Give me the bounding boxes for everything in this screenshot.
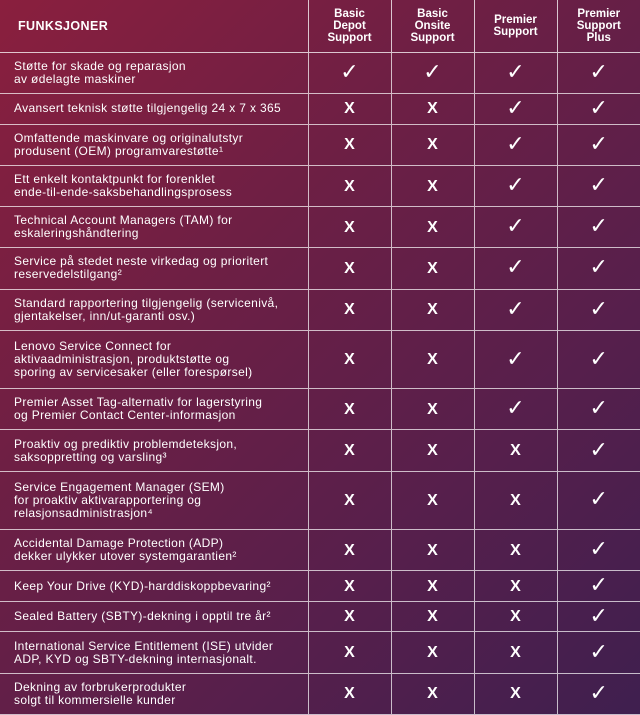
checkmark-icon: ✓ bbox=[589, 59, 608, 85]
cross-icon: X bbox=[427, 351, 438, 369]
support-cell bbox=[391, 471, 474, 529]
support-cell bbox=[308, 389, 391, 430]
support-cell bbox=[557, 673, 640, 714]
feature-label bbox=[0, 94, 308, 125]
support-cell bbox=[557, 94, 640, 125]
cross-icon: X bbox=[344, 100, 355, 118]
cross-icon: X bbox=[344, 400, 355, 418]
cross-icon: X bbox=[427, 541, 438, 559]
checkmark-icon: ✓ bbox=[589, 436, 608, 462]
support-cell bbox=[474, 53, 557, 94]
cross-icon: X bbox=[344, 218, 355, 236]
feature-label-line: saksoppretting og varsling³ bbox=[14, 449, 167, 464]
plan-header-premier bbox=[474, 0, 557, 53]
checkmark-icon: ✓ bbox=[506, 130, 525, 156]
table-row bbox=[0, 94, 640, 125]
cross-icon: X bbox=[510, 577, 521, 595]
feature-label-line: eskaleringshåndtering bbox=[14, 226, 139, 241]
support-cell bbox=[474, 94, 557, 125]
plan-header-line: Support bbox=[410, 32, 455, 44]
checkmark-icon: ✓ bbox=[589, 130, 608, 156]
cross-icon: X bbox=[510, 442, 521, 460]
cross-icon: X bbox=[344, 577, 355, 595]
plan-header-line: Support bbox=[327, 32, 372, 44]
plan-header-basic-onsite bbox=[391, 0, 474, 53]
checkmark-icon: ✓ bbox=[506, 94, 525, 120]
support-cell bbox=[557, 632, 640, 673]
support-cell bbox=[474, 389, 557, 430]
support-cell bbox=[391, 389, 474, 430]
cross-icon: X bbox=[427, 442, 438, 460]
plan-header-line: Onsite bbox=[414, 20, 451, 32]
support-cell bbox=[474, 632, 557, 673]
support-cell bbox=[474, 207, 557, 248]
feature-label-line: av ødelagte maskiner bbox=[14, 72, 136, 87]
cross-icon: X bbox=[344, 644, 355, 662]
feature-label-line: relasjonsadministrasjon⁴ bbox=[14, 505, 153, 520]
support-cell bbox=[474, 165, 557, 206]
support-cell bbox=[308, 94, 391, 125]
table-row bbox=[0, 289, 640, 330]
feature-label-line: dekker ulykker utover systemgarantien² bbox=[14, 549, 237, 564]
feature-label-line: Technical Account Managers (TAM) for bbox=[14, 213, 233, 228]
cross-icon: X bbox=[510, 491, 521, 509]
feature-label bbox=[0, 289, 308, 330]
plan-header-line: Premier bbox=[494, 14, 537, 26]
cross-icon: X bbox=[427, 177, 438, 195]
plan-header-line: Basic bbox=[417, 8, 448, 20]
cross-icon: X bbox=[344, 442, 355, 460]
checkmark-icon: ✓ bbox=[506, 345, 525, 371]
cross-icon: X bbox=[344, 685, 355, 703]
feature-label-line: Ett enkelt kontaktpunkt for forenklet bbox=[14, 172, 216, 187]
support-cell bbox=[308, 601, 391, 632]
feature-label-line: Lenovo Service Connect for bbox=[14, 339, 172, 354]
checkmark-icon: ✓ bbox=[423, 59, 442, 85]
feature-label-line: sporing av servicesaker (eller forespørsel) bbox=[14, 365, 253, 380]
feature-label bbox=[0, 389, 308, 430]
checkmark-icon: ✓ bbox=[589, 638, 608, 664]
cross-icon: X bbox=[344, 351, 355, 369]
cross-icon: X bbox=[427, 100, 438, 118]
feature-label-line: Premier Asset Tag-alternativ for lagerstyring bbox=[14, 395, 263, 410]
table-row bbox=[0, 430, 640, 471]
feature-label-line: ende-til-ende-saksbehandlingsprosess bbox=[14, 185, 233, 200]
support-cell bbox=[308, 471, 391, 529]
feature-label-line: Dekning av forbrukerprodukter bbox=[14, 679, 187, 694]
support-cell bbox=[557, 571, 640, 602]
support-cell bbox=[557, 330, 640, 388]
checkmark-icon: ✓ bbox=[506, 172, 525, 198]
cross-icon: X bbox=[427, 301, 438, 319]
plan-header-line: Plus bbox=[586, 32, 611, 44]
support-cell bbox=[391, 53, 474, 94]
support-cell bbox=[557, 124, 640, 165]
cross-icon: X bbox=[510, 685, 521, 703]
support-cell bbox=[308, 571, 391, 602]
checkmark-icon: ✓ bbox=[589, 679, 608, 705]
table-row bbox=[0, 53, 640, 94]
table-row bbox=[0, 571, 640, 602]
table-body bbox=[0, 53, 640, 715]
table-row bbox=[0, 389, 640, 430]
table-row bbox=[0, 330, 640, 388]
support-cell bbox=[557, 601, 640, 632]
feature-label-line: Proaktiv og prediktiv problemdeteksjon, bbox=[14, 436, 238, 451]
feature-label-line: og Premier Contact Center-informasjon bbox=[14, 408, 236, 423]
checkmark-icon: ✓ bbox=[589, 395, 608, 421]
cross-icon: X bbox=[344, 259, 355, 277]
table-row bbox=[0, 632, 640, 673]
feature-label-line: Accidental Damage Protection (ADP) bbox=[14, 536, 224, 551]
feature-column-header: FUNKSJONER bbox=[0, 0, 308, 53]
cross-icon: X bbox=[344, 491, 355, 509]
cross-icon: X bbox=[344, 301, 355, 319]
feature-label-line: for proaktiv aktivarapportering og bbox=[14, 492, 202, 507]
feature-label-line: produsent (OEM) programvarestøtte¹ bbox=[14, 143, 224, 158]
feature-label bbox=[0, 430, 308, 471]
checkmark-icon: ✓ bbox=[589, 572, 608, 598]
feature-label bbox=[0, 207, 308, 248]
plan-header-premier-plus bbox=[557, 0, 640, 53]
feature-label-line: Støtte for skade og reparasjon bbox=[14, 59, 186, 74]
feature-label bbox=[0, 124, 308, 165]
checkmark-icon: ✓ bbox=[589, 94, 608, 120]
checkmark-icon: ✓ bbox=[506, 213, 525, 239]
support-cell bbox=[557, 165, 640, 206]
support-cell bbox=[391, 673, 474, 714]
cross-icon: X bbox=[427, 400, 438, 418]
checkmark-icon: ✓ bbox=[589, 486, 608, 512]
table-row bbox=[0, 124, 640, 165]
support-cell bbox=[474, 330, 557, 388]
table-row bbox=[0, 601, 640, 632]
cross-icon: X bbox=[344, 177, 355, 195]
feature-label bbox=[0, 571, 308, 602]
feature-label bbox=[0, 632, 308, 673]
feature-label bbox=[0, 330, 308, 388]
support-cell bbox=[557, 389, 640, 430]
cross-icon: X bbox=[427, 218, 438, 236]
support-cell bbox=[391, 601, 474, 632]
table-row bbox=[0, 673, 640, 714]
feature-label-line: International Service Entitlement (ISE) utvider bbox=[14, 638, 274, 653]
support-cell bbox=[474, 601, 557, 632]
support-cell bbox=[308, 530, 391, 571]
support-cell bbox=[391, 94, 474, 125]
support-cell bbox=[391, 632, 474, 673]
support-cell bbox=[557, 471, 640, 529]
checkmark-icon: ✓ bbox=[589, 172, 608, 198]
support-cell bbox=[308, 430, 391, 471]
plan-header-line: Depot bbox=[333, 20, 366, 32]
header-row bbox=[0, 0, 640, 53]
table-row bbox=[0, 248, 640, 289]
table-row bbox=[0, 471, 640, 529]
support-cell bbox=[557, 53, 640, 94]
cross-icon: X bbox=[344, 608, 355, 626]
support-cell bbox=[474, 248, 557, 289]
cross-icon: X bbox=[510, 608, 521, 626]
support-cell bbox=[391, 571, 474, 602]
feature-label bbox=[0, 530, 308, 571]
support-cell bbox=[308, 248, 391, 289]
support-cell bbox=[391, 165, 474, 206]
checkmark-icon: ✓ bbox=[589, 345, 608, 371]
checkmark-icon: ✓ bbox=[589, 536, 608, 562]
table-row bbox=[0, 165, 640, 206]
checkmark-icon: ✓ bbox=[340, 59, 359, 85]
cross-icon: X bbox=[427, 608, 438, 626]
support-cell bbox=[474, 430, 557, 471]
feature-label-line: Omfattende maskinvare og originalutstyr bbox=[14, 130, 244, 145]
feature-label-line: reservedelstilgang² bbox=[14, 267, 123, 282]
plan-header-line: Basic bbox=[334, 8, 365, 20]
feature-label-line: gjentakelser, inn/ut-garanti osv.) bbox=[14, 308, 196, 323]
feature-label-line: aktivaadministrasjon, produktstøtte og bbox=[14, 352, 230, 367]
cross-icon: X bbox=[427, 644, 438, 662]
checkmark-icon: ✓ bbox=[589, 254, 608, 280]
checkmark-icon: ✓ bbox=[589, 602, 608, 628]
feature-label bbox=[0, 248, 308, 289]
checkmark-icon: ✓ bbox=[506, 295, 525, 321]
support-cell bbox=[557, 207, 640, 248]
feature-label-line: ADP, KYD og SBTY-dekning internasjonalt. bbox=[14, 651, 257, 666]
support-cell bbox=[474, 124, 557, 165]
checkmark-icon: ✓ bbox=[506, 59, 525, 85]
cross-icon: X bbox=[344, 136, 355, 154]
support-cell bbox=[391, 207, 474, 248]
checkmark-icon: ✓ bbox=[589, 295, 608, 321]
plan-header-basic-depot bbox=[308, 0, 391, 53]
support-cell bbox=[308, 673, 391, 714]
support-cell bbox=[557, 248, 640, 289]
support-cell bbox=[474, 571, 557, 602]
feature-label-line: Avansert teknisk støtte tilgjengelig 24 x 7 x 365 bbox=[14, 101, 282, 116]
support-cell bbox=[308, 207, 391, 248]
support-cell bbox=[557, 530, 640, 571]
support-cell bbox=[391, 530, 474, 571]
cross-icon: X bbox=[427, 491, 438, 509]
cross-icon: X bbox=[427, 136, 438, 154]
support-cell bbox=[391, 330, 474, 388]
support-cell bbox=[557, 289, 640, 330]
support-cell bbox=[391, 124, 474, 165]
cross-icon: X bbox=[427, 259, 438, 277]
plan-header-line: Support bbox=[576, 20, 621, 32]
feature-label-line: Service på stedet neste virkedag og prioritert bbox=[14, 254, 269, 269]
plan-header-line: Support bbox=[493, 26, 538, 38]
support-cell bbox=[308, 53, 391, 94]
feature-label-line: Sealed Battery (SBTY)-dekning i opptil tre år² bbox=[14, 609, 271, 624]
feature-label bbox=[0, 165, 308, 206]
cross-icon: X bbox=[427, 577, 438, 595]
support-cell bbox=[474, 530, 557, 571]
support-cell bbox=[391, 248, 474, 289]
feature-label-line: Standard rapportering tilgjengelig (servicenivå, bbox=[14, 295, 279, 310]
feature-label-line: solgt til kommersielle kunder bbox=[14, 692, 176, 707]
support-cell bbox=[557, 430, 640, 471]
table-row bbox=[0, 530, 640, 571]
support-cell bbox=[391, 289, 474, 330]
feature-label-line: Keep Your Drive (KYD)-harddiskoppbevaring² bbox=[14, 578, 271, 593]
support-cell bbox=[308, 165, 391, 206]
support-cell bbox=[308, 632, 391, 673]
cross-icon: X bbox=[344, 541, 355, 559]
support-cell bbox=[474, 289, 557, 330]
cross-icon: X bbox=[510, 541, 521, 559]
support-cell bbox=[308, 330, 391, 388]
feature-label-line: Service Engagement Manager (SEM) bbox=[14, 479, 225, 494]
support-cell bbox=[308, 289, 391, 330]
feature-label bbox=[0, 673, 308, 714]
checkmark-icon: ✓ bbox=[589, 213, 608, 239]
cross-icon: X bbox=[510, 644, 521, 662]
support-cell bbox=[308, 124, 391, 165]
cross-icon: X bbox=[427, 685, 438, 703]
support-cell bbox=[391, 430, 474, 471]
checkmark-icon: ✓ bbox=[506, 254, 525, 280]
feature-label bbox=[0, 601, 308, 632]
feature-label bbox=[0, 471, 308, 529]
plan-header-line: Premier bbox=[577, 8, 621, 20]
table-row bbox=[0, 207, 640, 248]
feature-label bbox=[0, 53, 308, 94]
support-cell bbox=[474, 673, 557, 714]
support-cell bbox=[474, 471, 557, 529]
checkmark-icon: ✓ bbox=[506, 395, 525, 421]
